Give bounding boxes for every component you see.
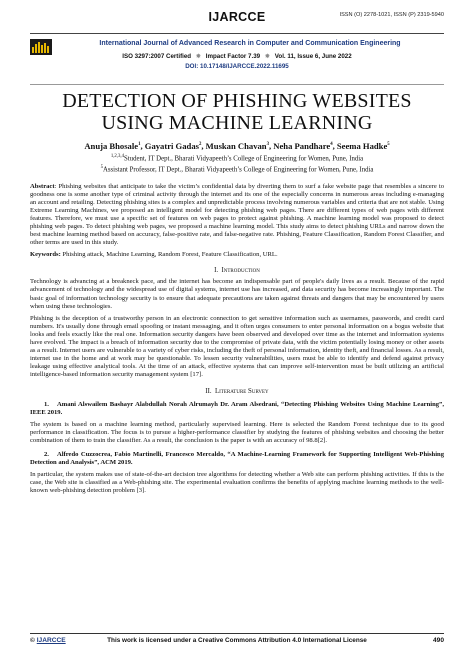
- section-title: Literature Survey: [214, 387, 269, 395]
- paper-title: [30, 90, 444, 134]
- affiliation-sup: 1,2,3,4: [110, 154, 125, 159]
- paragraph: In particular, the system makes use of state-of-the-art decision tree algorithms for detecting whether a Web site can perform phishing activities. If this is the case, the Web site is classified as a Web-phishing site. The experimental evaluation confirms the benefits of applying machine learning methods to the well-known web-phishing detection problem [3].: [30, 471, 444, 495]
- author-sup: 1: [138, 142, 141, 148]
- author-sup: 3: [266, 142, 269, 148]
- author: Muskan Chavan: [205, 141, 267, 151]
- keywords: [30, 251, 444, 259]
- section-number: I.: [214, 267, 219, 275]
- title-line-2: USING MACHINE LEARNING: [101, 112, 373, 134]
- affiliation-text: Assistant Professor, IT Dept., Bharati Vidyapeeth’s College of Engineering for Women, Pune, India: [102, 166, 374, 174]
- survey-item-number: 2.: [44, 450, 49, 458]
- title-line-1: DETECTION OF PHISHING WEBSITES: [62, 90, 412, 112]
- section-title: Introduction: [221, 267, 260, 275]
- affiliation-sup: 5: [100, 165, 103, 171]
- copyright-icon: ©: [30, 637, 35, 644]
- journal-full-name: International Journal of Advanced Research in Computer and Communication Engineering: [99, 40, 401, 47]
- license-text[interactable]: This work is licensed under a Creative Commons Attribution 4.0 International License: [107, 637, 367, 644]
- author-sup: 4: [330, 142, 333, 148]
- affiliation: [30, 154, 444, 162]
- footer-divider: [30, 633, 444, 634]
- affiliation-text: Student, IT Dept., Bharati Vidyapeeth’s College of Engineering for Women, Pune, India: [124, 155, 364, 163]
- abstract-label: Abstract: [30, 182, 55, 190]
- separator-icon: ✵: [264, 53, 271, 60]
- volume-issue: Vol. 11, Issue 6, June 2022: [274, 53, 352, 60]
- section-heading-introduction: [30, 267, 444, 274]
- abstract-text: : Phishing websites that anticipate to take the victim’s confidential data by diverting them to surf a fake website page that resembles a sincere to goodness one is some another type of criminal activity through the internet and its one of the especially concerns in numerous areas including e-managing an account and retailing. Detecting phishing sites is a complex and unpredictable process involving numerous variables and criteria that are not stable. Using Extreme Learning Machines, we proposed an intelligent model for detecting phishing web pages. There are different types of web pages with different features. Therefore, we must use a specific set of features on web pages to protect against phishing. A machine learning model was proposed to detect phishing web pages. To detect phishing web pages, we proposed a machine learning model. This study aims to detect phishing URLs and narrow down the best machine learning method based on accuracy, false-positive rate, and false-negative rate. Phishing, Feature Classification, Random Forest Classifier, and other terms are used in this study.: [30, 182, 444, 247]
- banner-divider: [30, 84, 444, 85]
- author-sup: 2: [198, 142, 202, 148]
- author: Neha Pandhare: [273, 141, 331, 151]
- page-number: 490: [432, 637, 444, 644]
- doi-link[interactable]: DOI: 10.17148/IJARCCE.2022.11695: [185, 63, 289, 70]
- abstract: [30, 183, 444, 248]
- survey-item-citation: Amani Alswailem Bashayr Alabdullah Norah Alrumayh Dr. Aram Alsedrani, “Detecting Phishing Websites Using Machine Learning”, IEEE 2019.: [30, 400, 444, 416]
- keywords-text: Phishing attack, Machine Learning, Random Forest, Feature Classification, URL.: [60, 251, 278, 259]
- journal-banner: [30, 38, 444, 82]
- paragraph: The system is based on a machine learning method, particularly supervised learning. Here is selected the Random Forest technique due to its good performance in classification. The focus is to pursue a higher-performance classifier by studying the features of phishing websites and choosing the better combination of them to train the classifier. As a result, the conclusion is the paper is with an accuracy of 98.8[2].: [30, 420, 444, 444]
- author-list: Anuja Bhosale$^1$, Gayatri Gadas$^2$, Muskan Chavan$^3$, Neha Pandhare$^4$, Seema Hadke$^5$: [84, 141, 390, 151]
- section-heading-literature-survey: [30, 388, 444, 395]
- survey-item-heading: [30, 451, 444, 467]
- iso-certified: ISO 3297:2007 Certified: [122, 53, 192, 60]
- section-number: II.: [205, 387, 212, 395]
- survey-item-citation: Alfredo Cuzzocrea, Fabio Martinelli, Francesco Mercaldo, “A Machine-Learning Framework for Supporting Intelligent Web-Phishing Detection and Analysis”, ACM 2019.: [30, 450, 444, 467]
- issn-text: ISSN (O) 2278-1021, ISSN (P) 2319-5940: [339, 12, 444, 18]
- separator-icon: ✵: [195, 53, 202, 60]
- author: Anuja Bhosale: [84, 141, 139, 151]
- author-sup: 5: [387, 142, 390, 148]
- running-header: [30, 0, 444, 32]
- paragraph: Phishing is the deception of a trustworthy person in an electronic connection to get sensitive information such as usernames, passwords, and credit card numbers. It's usually done through email spoofing or instant messaging, and it often urges consumers to enter personal information on a bogus website that looks and feels exactly like the real one. Information security dangers have been observed and developed over time as the internet and information systems have evolved. The impact is a breach of information security due to the compromise of private data, with the victim potentially losing money or other assets as a result. Internet users are vulnerable to a variety of cyber risks, including the theft of personal information, identity theft, and financial losses. As a result, internet use in the home and at work may be questionable. To lessen security vulnerabilities, users must be able to identify and defend against privacy leakage using effective analytical tools. At the time of an attack, effective systems that can improve self-intervention must be built utilizing an artificial intelligence-based information security management system [17].: [30, 314, 444, 379]
- copyright-link[interactable]: IJARCCE: [36, 637, 66, 644]
- author: Gayatri Gadas: [144, 141, 199, 151]
- author: Seema Hadke: [336, 141, 388, 151]
- journal-short-name: IJARCCE: [208, 10, 266, 24]
- survey-item-heading: [30, 401, 444, 417]
- impact-factor: Impact Factor 7.39: [205, 53, 261, 60]
- page-footer: [30, 633, 444, 649]
- header-divider: [30, 33, 444, 34]
- survey-item-number: 1.: [44, 400, 49, 408]
- keywords-label: Keywords:: [30, 251, 61, 259]
- certification-line: [30, 53, 444, 60]
- paragraph: Technology is advancing at a breakneck pace, and the internet has become an indispensable part of people's daily lives as a result. Because of the rapid advancement of technology and the widespread use of digital systems, internet use has increased, and data security has become increasingly important. The basic goal of information technology security is to ensure that adequate precautions are taken against threats and dangers that may be encountered by users when using these technologies.: [30, 278, 444, 310]
- affiliation: [30, 165, 444, 173]
